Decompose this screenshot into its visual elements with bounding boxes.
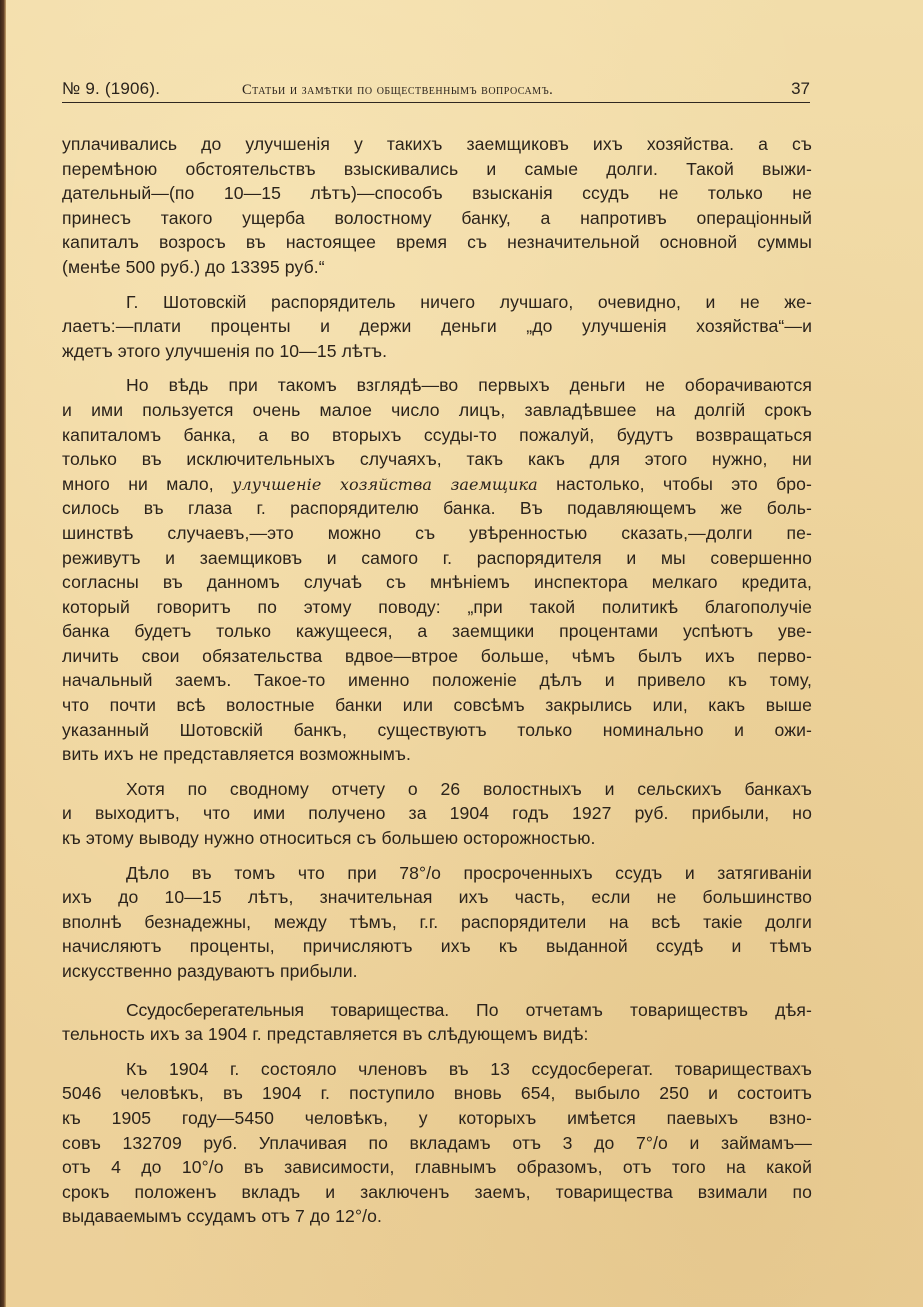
text-line: только въ исключительныхъ случаяхъ, такъ какъ для этого нужно, ни <box>62 449 812 470</box>
text-line: Дѣло въ томъ что при 78°/o просроченныхъ ссудъ и затягиваніи <box>126 862 812 883</box>
text-line: къ этому выводу нужно относиться съ большею осторожностью. <box>62 828 596 849</box>
article-body <box>62 132 812 1229</box>
text-line: начальный заемъ. Такое-то именно положеніе дѣлъ и привело къ тому, <box>62 670 812 691</box>
text-line: лаетъ:—плати проценты и держи деньги „до улучшенія хозяйства“—и <box>62 316 812 337</box>
paragraph-gap <box>62 984 812 998</box>
paragraph-gap <box>62 851 812 861</box>
paragraph <box>62 1057 812 1229</box>
text-line: тельность ихъ за 1904 г. представляется въ слѣдующемъ видѣ: <box>62 1024 589 1045</box>
text-line: реживутъ и заемщиковъ и самого г. распорядителя и мы совершенно <box>62 547 812 568</box>
text-line: отъ 4 до 10°/o въ зависимости, главнымъ образомъ, отъ того на какой <box>62 1157 812 1178</box>
text-line: Г. Шотовскій распорядитель ничего лучшаго, очевидно, и не же- <box>126 291 812 312</box>
paragraph-gap <box>62 363 812 373</box>
text-line: 5046 человѣкъ, въ 1904 г. поступило вновь 654, выбыло 250 и состоитъ <box>62 1083 812 1104</box>
text-line: вить ихъ не представляется возможнымъ. <box>62 744 412 765</box>
text-line: капиталъ возросъ въ настоящее время съ незначительной основной суммы <box>62 232 812 253</box>
text-line: Хотя по сводному отчету о 26 волостныхъ и сельскихъ банкахъ <box>126 778 812 799</box>
italic-emphasis: улучшеніе хозяйства заемщика <box>232 474 538 494</box>
text-line: принесъ такого ущерба волостному банку, а напротивъ операціонный <box>62 207 812 228</box>
paragraph <box>62 998 812 1047</box>
text-line: дательный—(по 10—15 лѣтъ)—способъ взысканія ссудъ не только не <box>62 183 812 204</box>
text-line: что почти всѣ волостные банки или совсѣмъ закрылись или, какъ выше <box>62 695 812 716</box>
issue-number: № 9. (1906). <box>62 79 161 98</box>
text-line: Но вѣдь при такомъ взглядѣ—во первыхъ деньги не оборачиваются <box>126 375 812 396</box>
text-line: вполнѣ безнадежны, между тѣмъ, г.г. распорядители на всѣ такіе долги <box>62 911 812 932</box>
paragraph <box>62 290 812 364</box>
section-heading: Ссудосберегательныя товарищества. <box>126 999 449 1020</box>
paragraph-gap <box>62 280 812 290</box>
paragraph <box>62 861 812 984</box>
paragraph <box>62 777 812 851</box>
text-line: ихъ до 10—15 лѣтъ, значительная ихъ часть, если не большинство <box>62 887 812 908</box>
text-line <box>62 472 812 497</box>
text-line: (менѣе 500 руб.) до 13395 руб.“ <box>62 256 325 277</box>
text-line: шинствѣ случаевъ,—это можно съ увѣренностью сказать,—долги пе- <box>62 522 812 543</box>
text-run: много ни мало, <box>62 473 233 494</box>
running-title: Статьи и замѣтки по общественнымъ вопросамъ. <box>242 82 554 98</box>
text-line: который говоритъ по этому поводу: „при такой политикѣ благополучіе <box>62 596 812 617</box>
text-run: настолько, чтобы это бро- <box>537 473 813 494</box>
text-line: къ 1905 году—5450 человѣкъ, у которыхъ имѣется паевыхъ взно- <box>62 1107 812 1128</box>
text-line: и выходитъ, что ими получено за 1904 годъ 1927 руб. прибыли, но <box>62 803 812 824</box>
text-line: выдаваемымъ ссудамъ отъ 7 до 12°/o. <box>62 1206 382 1227</box>
paragraph-gap <box>62 767 812 777</box>
paragraph <box>62 373 812 767</box>
text-run: По отчетамъ товариществъ дѣя- <box>448 999 813 1020</box>
text-line: начисляютъ проценты, причисляютъ ихъ къ выданной ссудѣ и тѣмъ <box>62 936 812 957</box>
text-line: силось въ глаза г. распорядителю банка. Въ подавляющемъ же боль- <box>62 498 812 519</box>
text-line: перемѣною обстоятельствъ взыскивались и самые долги. Такой выжи- <box>62 158 812 179</box>
text-line: совъ 132709 руб. Уплачивая по вкладамъ отъ 3 до 7°/o и займамъ— <box>62 1132 812 1153</box>
text-line: личить свои обязательства вдвое—втрое больше, чѣмъ былъ ихъ перво- <box>62 645 812 666</box>
text-line: ждетъ этого улучшенія по 10—15 лѣтъ. <box>62 340 388 361</box>
running-header <box>62 78 810 103</box>
page-number: 37 <box>791 79 810 98</box>
text-line: указанный Шотовскій банкъ, существуютъ только номинально и ожи- <box>62 719 812 740</box>
text-line: банка будетъ только кажущееся, а заемщики процентами успѣютъ уве- <box>62 621 812 642</box>
text-line: уплачивались до улучшенія у такихъ заемщиковъ ихъ хозяйства. а съ <box>62 134 812 154</box>
text-line: капиталомъ банка, а во вторыхъ ссуды-то пожалуй, будутъ возвращаться <box>62 424 812 445</box>
paragraph <box>62 132 812 280</box>
text-line: искусственно раздуваютъ прибыли. <box>62 961 358 981</box>
text-line: и ими пользуется очень малое число лицъ, завладѣвшее на долгій срокъ <box>62 399 812 420</box>
text-line <box>62 998 812 1023</box>
paragraph-gap <box>62 1047 812 1057</box>
text-line: срокъ положенъ вкладъ и заключенъ заемъ, товарищества взимали по <box>62 1181 812 1202</box>
text-line: Къ 1904 г. состояло членовъ въ 13 ссудосберегат. товариществахъ <box>126 1058 812 1079</box>
text-line: согласны въ данномъ случаѣ съ мнѣніемъ инспектора мелкаго кредита, <box>62 572 812 593</box>
